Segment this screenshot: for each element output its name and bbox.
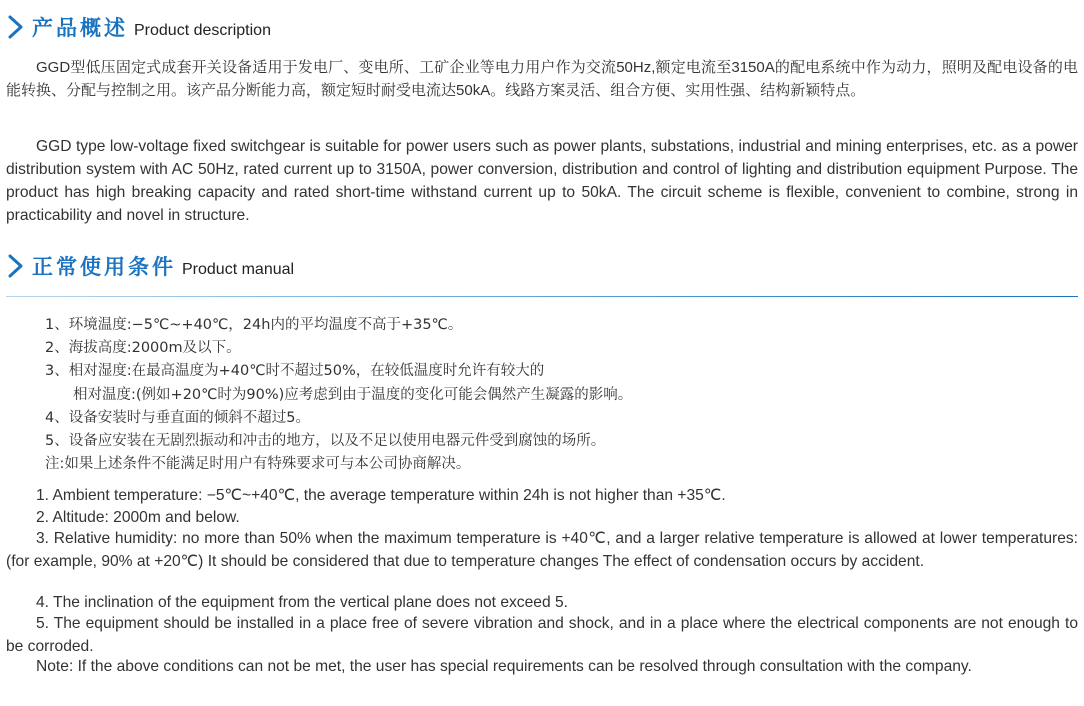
section-title-en: Product description <box>134 22 271 39</box>
condition-item-en: 4. The inclination of the equipment from the vertical plane does not exceed 5. <box>36 594 568 611</box>
condition-item-en: 5. The equipment should be installed in a place free of severe vibration and shock, and in a place where the electrical components are not enough to be corroded. <box>6 615 1078 655</box>
section-divider <box>6 296 1078 297</box>
list-item: 注:如果上述条件不能满足时用户有特殊要求可与本公司协商解决。 <box>45 456 471 473</box>
list-item: 3、相对湿度:在最高温度为+40℃时不超过50%，在较低温度时允许有较大的 <box>45 363 545 380</box>
section-title-en: Product manual <box>182 261 295 278</box>
description-paragraph-zh: GGD型低压固定式成套开关设备适用于发电厂、变电所、工矿企业等电力用户作为交流50Hz,额定电流至3150A的配电系统中作为动力，照明及配电设备的电能转换、分配与控制之用。该产品分断能力高，额定短时耐受电流达50kA。线路方案灵活、组合方便、实用性强、结构新颖特点。 <box>6 59 1078 99</box>
chevron-right-icon <box>6 14 26 40</box>
condition-note-en: Note: If the above conditions can not be met, the user has special requirements can be resolved through consultation with the company. <box>36 658 972 675</box>
section-heading-product-manual <box>6 249 294 283</box>
description-paragraph-en: GGD type low-voltage fixed switchgear is suitable for power users such as power plants, substations, industrial and mining enterprises, etc. as a power distribution system with AC 50Hz, rated current up to 3150A, power conversion, distribution and control of lighting and distribution equipment Purpose. The product has high breaking capacity and rated short-time withstand current up to 50kA. The circuit scheme is flexible, convenient to combine, strong in practicability and novel in structure. <box>6 138 1078 224</box>
list-item: 1、环境温度:−5℃~+40℃，24h内的平均温度不高于+35℃。 <box>45 317 463 333</box>
conditions-list-zh <box>45 314 1075 476</box>
section-title-zh: 产品概述 <box>32 16 128 40</box>
list-item: 相对温度:(例如+20℃时为90%)应考虑到由于温度的变化可能会偶然产生凝露的影响。 <box>73 386 633 403</box>
list-item: 5、设备应安装在无剧烈振动和冲击的地方，以及不足以使用电器元件受到腐蚀的场所。 <box>45 433 606 450</box>
section-heading-product-description <box>6 10 271 44</box>
section-title-zh: 正常使用条件 <box>32 255 176 279</box>
list-item: 2、海拔高度:2000m及以下。 <box>45 340 241 357</box>
chevron-right-icon <box>6 253 26 279</box>
condition-item-en: 2. Altitude: 2000m and below. <box>36 509 240 526</box>
list-item: 4、设备安装时与垂直面的倾斜不超过5。 <box>45 409 310 426</box>
condition-item-en: 1. Ambient temperature: −5℃~+40℃, the average temperature within 24h is not higher than +35℃. <box>36 487 726 504</box>
condition-item-en: 3. Relative humidity: no more than 50% when the maximum temperature is +40℃, and a larger relative temperature is allowed at lower temperatures: (for example, 90% at +20℃) It should be considered that due to temperature changes The effect of condensation occurs by accident. <box>6 530 1078 570</box>
